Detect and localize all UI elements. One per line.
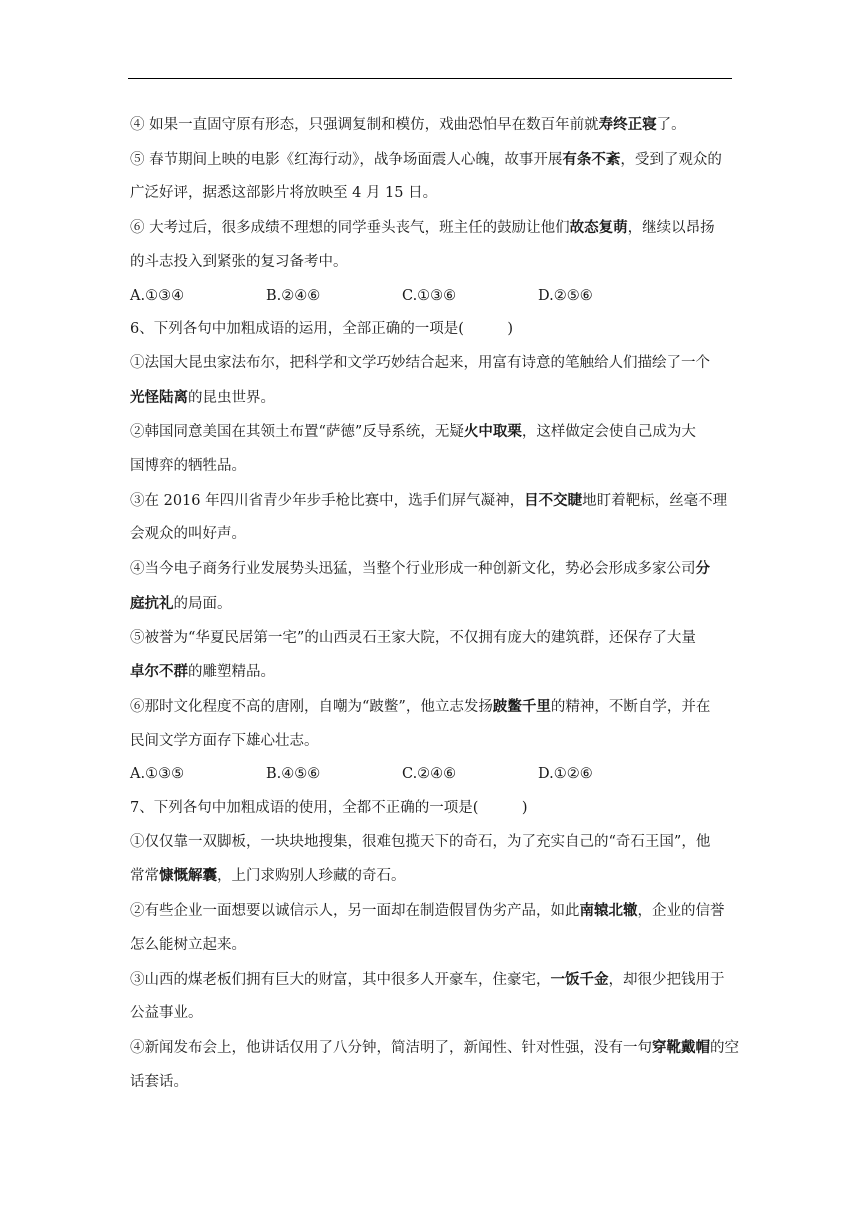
- text: ，上门求购别人珍藏的奇石。: [217, 868, 406, 885]
- q6-item-6: [130, 690, 734, 725]
- q6-item-6-cont: 民间文学方面存下雄心壮志。: [130, 732, 319, 749]
- text: 的雕塑精品。: [188, 664, 275, 681]
- option-d: D.①②⑥: [538, 766, 593, 783]
- q6-item-2: [130, 415, 734, 450]
- q6-options: [130, 758, 734, 792]
- bold-idiom: 南辕北辙: [579, 902, 638, 920]
- text: ④当今电子商务行业发展势头迅猛，当整个行业形成一种创新文化，势必会形成多家公司: [130, 561, 696, 578]
- bold-idiom: 庭抗礼: [130, 594, 174, 612]
- text: 的昆虫世界。: [188, 389, 275, 406]
- q7-item-4: [130, 1031, 739, 1066]
- q6-item-4-cont: [130, 587, 734, 622]
- text: ，继续以昂扬: [627, 220, 715, 237]
- bold-idiom: 卓尔不群: [130, 663, 188, 681]
- option-a: A.①③⑤: [130, 766, 185, 783]
- option-c: C.②④⑥: [402, 766, 457, 783]
- text: ⑥ 大考过后，很多成绩不理想的同学垂头丧气，班主任的鼓励让他们: [130, 220, 570, 237]
- text: ⑥那时文化程度不高的唐刚，自嘲为“跛鳖”，他立志发扬: [130, 698, 493, 715]
- document-body: [130, 108, 739, 1099]
- text: 的局面。: [173, 595, 232, 612]
- bold-idiom: 跛鳖千里: [492, 697, 551, 715]
- q7-item-2-cont: 怎么能树立起来。: [130, 936, 246, 953]
- q5-item-6: [130, 211, 734, 246]
- q5-item-5: [130, 143, 734, 178]
- text: ，却很少把钱用于: [608, 971, 725, 988]
- text: ③山西的煤老板们拥有巨大的财富，其中很多人开豪车，住豪宅，: [130, 971, 551, 988]
- bold-idiom: 慷慨解囊: [159, 867, 217, 885]
- q6-stem: 6、下列各句中加粗成语的运用，全部正确的一项是( ): [130, 321, 514, 338]
- q7-item-1: ①仅仅靠一双脚板，一块块地搜集，很难包揽天下的奇石，为了充实自己的“奇石王国”，他: [130, 833, 711, 850]
- q5-options: [130, 280, 734, 314]
- q6-item-3-cont: 会观众的叫好声。: [130, 526, 246, 543]
- bold-idiom: 目不交睫: [524, 491, 583, 509]
- option-d: D.②⑤⑥: [538, 287, 593, 304]
- q6-item-3: [130, 484, 734, 519]
- bold-idiom: 一饭千金: [550, 970, 609, 988]
- text: ，这样做定会使自己成为大: [521, 424, 696, 441]
- bold-idiom: 火中取栗: [463, 423, 522, 441]
- text: 了。: [656, 117, 686, 133]
- option-a: A.①③④: [130, 287, 185, 304]
- text: ④新闻发布会上，他讲话仅用了八分钟，简洁明了，新闻性、针对性强，没有一句: [130, 1039, 652, 1056]
- text: ⑤ 春节期间上映的电影《红海行动》，战争场面震人心魄，故事开展: [130, 151, 563, 168]
- text: 地盯着靶标，丝毫不理: [582, 492, 728, 509]
- bold-idiom: 穿靴戴帽: [652, 1038, 710, 1056]
- option-b: B.④⑤⑥: [266, 766, 321, 783]
- text: ②韩国同意美国在其领土布置“萨德”反导系统，无疑: [130, 424, 464, 441]
- text: 常常: [130, 868, 159, 885]
- q5-item-4: [130, 108, 734, 143]
- q5-item-6-cont: 的斗志投入到紧张的复习备考中。: [130, 253, 348, 270]
- bold-idiom: 光怪陆离: [130, 388, 188, 406]
- bold-idiom: 寿终正寝: [598, 116, 657, 133]
- text: ，受到了观众的: [620, 151, 722, 168]
- text: ，企业的信誉: [637, 903, 725, 920]
- text: 的精神，不断自学，并在: [550, 698, 711, 715]
- q6-item-2-cont: 国博弈的牺牲品。: [130, 458, 246, 475]
- q7-stem: 7、下列各句中加粗成语的使用，全都不正确的一项是( ): [130, 800, 528, 817]
- q6-item-5-cont: [130, 655, 734, 690]
- q5-item-5-cont: 广泛好评，据悉这部影片将放映至 4 月 15 日。: [130, 185, 438, 202]
- q7-item-2: [130, 894, 734, 929]
- text: ④ 如果一直固守原有形态，只强调复制和模仿，戏曲恐怕早在数百年前就: [130, 117, 599, 133]
- q7-item-4-cont: 话套话。: [130, 1073, 188, 1090]
- text: 的空: [710, 1039, 739, 1056]
- q7-item-1-cont: [130, 859, 734, 894]
- option-c: C.①③⑥: [402, 287, 457, 304]
- text: ②有些企业一面想要以诚信示人，另一面却在制造假冒伪劣产品，如此: [130, 903, 580, 920]
- q6-item-5: ⑤被誉为“华夏民居第一宅”的山西灵石王家大院，不仅拥有庞大的建筑群，还保存了大量: [130, 629, 696, 646]
- q6-item-1-cont: [130, 381, 734, 416]
- q7-item-3: [130, 963, 734, 998]
- header-rule: [128, 78, 732, 79]
- bold-idiom: 故态复萌: [569, 219, 628, 237]
- q7-item-3-cont: 公益事业。: [130, 1005, 203, 1022]
- q6-item-4: [130, 552, 734, 587]
- bold-idiom: 分: [695, 560, 710, 578]
- bold-idiom: 有条不紊: [562, 150, 621, 168]
- option-b: B.②④⑥: [266, 287, 321, 304]
- q6-item-1: ①法国大昆虫家法布尔，把科学和文学巧妙结合起来，用富有诗意的笔触给人们描绘了一个: [130, 354, 710, 371]
- text: ③在 2016 年四川省青少年步手枪比赛中，选手们屏气凝神，: [130, 492, 525, 509]
